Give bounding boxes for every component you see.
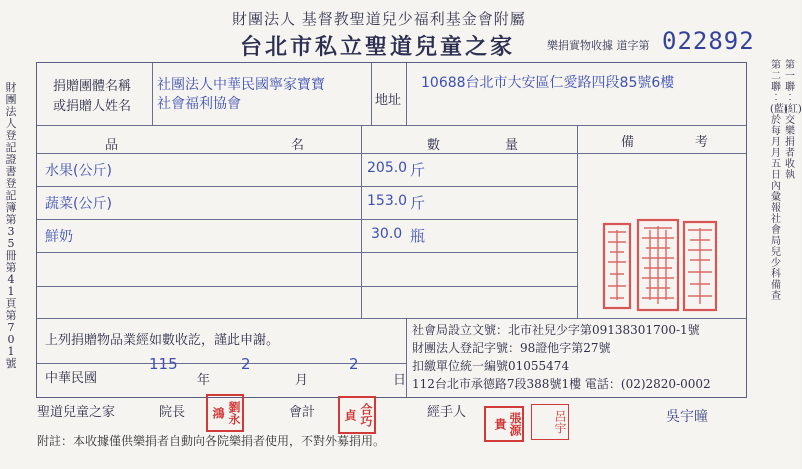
registration-line-3: 扣繳單位統一編號01055474 bbox=[412, 359, 570, 373]
receipt-title: 台北市私立聖道兒童之家 bbox=[240, 34, 516, 60]
col-note-header-2: 考 bbox=[695, 135, 709, 150]
accountant-label: 會計 bbox=[289, 405, 316, 420]
donor-name-value-1: 社團法人中華民國寧家寶寶 bbox=[157, 77, 325, 93]
donor-name-label-2: 或捐贈人姓名 bbox=[53, 99, 132, 114]
table-row-unit: 斤 bbox=[410, 161, 426, 179]
col-item-header-1: 品 bbox=[105, 138, 119, 153]
right-margin-copy-1: 第一聯︰(紅)交樂捐者收執 bbox=[784, 60, 802, 181]
day-label: 日 bbox=[393, 373, 407, 388]
serial-number: 022892 bbox=[662, 27, 755, 55]
table-row-item: 鮮奶 bbox=[45, 229, 73, 245]
address-value: 10688台北市大安區仁愛路四段85號6樓 bbox=[421, 75, 675, 91]
col-item-header-2: 名 bbox=[291, 138, 305, 153]
handler-stamp-2: 呂宇 bbox=[531, 404, 569, 440]
year-label: 年 bbox=[197, 373, 211, 388]
handler-signature: 吳宇曈 bbox=[666, 409, 708, 425]
footnote: 附註：本收據僅供樂捐者自動向各院樂捐者使用，不對外募捐用。 bbox=[37, 434, 386, 448]
table-row-unit: 斤 bbox=[410, 194, 426, 212]
month-label: 月 bbox=[295, 373, 309, 388]
receipt-subtitle: 樂捐實物收據 道字第 bbox=[547, 39, 650, 52]
organization-seal-stamp bbox=[598, 216, 722, 316]
registration-line-4: 112台北市承德路7段388號1樓 電話：(02)2820-0002 bbox=[412, 377, 711, 391]
registration-line-2: 財團法人登記字號：98證他字第27號 bbox=[412, 341, 611, 355]
col-qty-header-1: 數 bbox=[427, 138, 441, 153]
table-row-qty: 30.0 bbox=[371, 226, 403, 242]
table-row-item: 水果(公斤) bbox=[45, 163, 112, 179]
receipt-month: 2 bbox=[241, 355, 251, 373]
address-label: 地址 bbox=[375, 93, 402, 108]
registration-line-1: 社會局設立文號：北市社兒少字第09138301700-1號 bbox=[412, 323, 700, 337]
donor-name-value-2: 社會福利協會 bbox=[157, 96, 241, 112]
left-margin-registration: 財團法人登記證書登記簿第35冊第41頁第701號 bbox=[5, 81, 17, 370]
receipt-statement: 上列捐贈物品業經如數收訖，謹此申謝。 bbox=[45, 333, 280, 348]
table-row-item: 蔬菜(公斤) bbox=[45, 196, 112, 212]
handler-stamp: 張源貴 bbox=[484, 406, 524, 442]
receipt-day: 2 bbox=[349, 355, 359, 373]
col-note-header-1: 備 bbox=[621, 135, 635, 150]
donor-name-label-1: 捐贈團體名稱 bbox=[53, 79, 132, 94]
accountant-stamp: 合巧貞 bbox=[338, 396, 376, 434]
director-label: 院長 bbox=[159, 405, 186, 420]
receipt-year: 115 bbox=[149, 355, 178, 373]
right-margin-copy-2: 第二聯︰(藍)於每月月五日內彙報社會局兒少科備查 bbox=[770, 60, 788, 302]
organization-name: 財團法人 基督教聖道兒少福利基金會附屬 bbox=[232, 10, 526, 28]
home-label: 聖道兒童之家 bbox=[37, 405, 116, 420]
handler-label: 經手人 bbox=[427, 405, 467, 420]
col-qty-header-2: 量 bbox=[505, 138, 519, 153]
director-stamp: 劉永鴻 bbox=[206, 394, 244, 432]
table-row-unit: 瓶 bbox=[410, 227, 426, 245]
table-row-qty: 205.0 bbox=[367, 160, 408, 176]
table-row-qty: 153.0 bbox=[367, 193, 408, 209]
era-label: 中華民國 bbox=[45, 371, 98, 386]
